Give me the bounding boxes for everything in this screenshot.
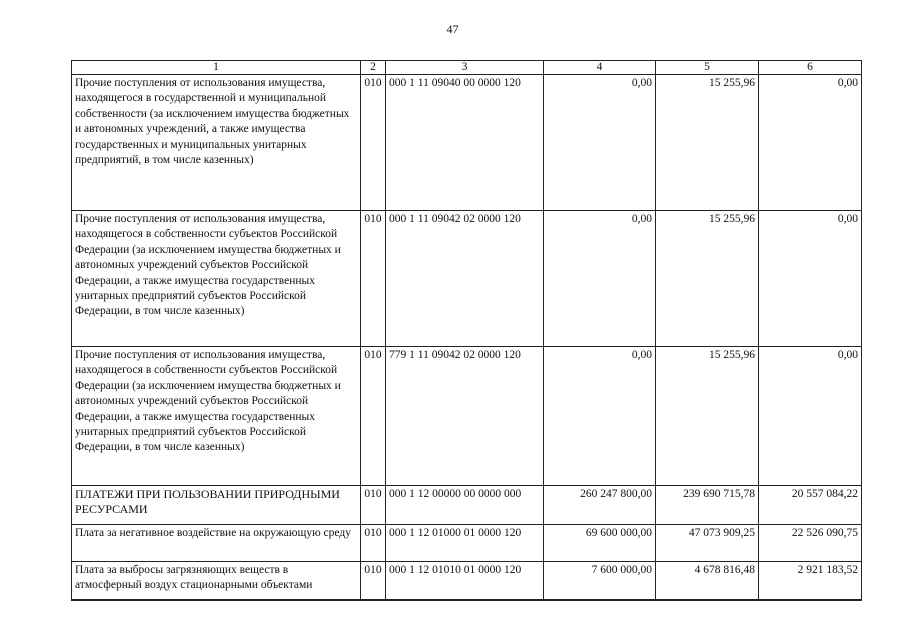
row-value-col5: 15 255,96 — [656, 347, 759, 486]
row-name: ПЛАТЕЖИ ПРИ ПОЛЬЗОВАНИИ ПРИРОДНЫМИ РЕСУРСАМИ — [72, 486, 361, 525]
column-number-row — [72, 61, 862, 75]
column-header-6: 6 — [759, 61, 862, 75]
row-value-col4: 260 247 800,00 — [544, 486, 656, 525]
page-number: 47 — [446, 22, 459, 36]
row-value-col6: 0,00 — [759, 347, 862, 486]
row-value-col6: 22 526 090,75 — [759, 525, 862, 562]
row-name: Прочие поступления от использования имущества, находящегося в собственности субъектов Российской Федерации (за исключением имущества бюджетных и автономных учреждений субъектов Российской Федерации, а также имущества государственных унитарных предприятий субъектов Российской Федерации, в том числе казенных) — [72, 211, 361, 347]
row-value-col6: 0,00 — [759, 211, 862, 347]
row-value-col4: 0,00 — [544, 75, 656, 211]
row-budget-code: 000 1 11 09040 00 0000 120 — [386, 75, 544, 211]
row-name: Плата за негативное воздействие на окружающую среду — [72, 525, 361, 562]
column-header-5: 5 — [656, 61, 759, 75]
budget-report-table — [71, 60, 862, 601]
row-value-col5: 15 255,96 — [656, 211, 759, 347]
row-value-col6: 2 921 183,52 — [759, 562, 862, 600]
row-value-col4: 7 600 000,00 — [544, 562, 656, 600]
row-line-code: 010 — [361, 347, 386, 486]
table-row — [72, 486, 862, 525]
table-row — [72, 347, 862, 486]
row-value-col4: 69 600 000,00 — [544, 525, 656, 562]
column-header-3: 3 — [386, 61, 544, 75]
row-line-code: 010 — [361, 562, 386, 600]
table-row — [72, 525, 862, 562]
row-budget-code: 000 1 11 09042 02 0000 120 — [386, 211, 544, 347]
row-budget-code: 779 1 11 09042 02 0000 120 — [386, 347, 544, 486]
row-value-col4: 0,00 — [544, 211, 656, 347]
column-header-4: 4 — [544, 61, 656, 75]
table-row — [72, 211, 862, 347]
row-budget-code: 000 1 12 01010 01 0000 120 — [386, 562, 544, 600]
row-name: Плата за выбросы загрязняющих веществ в атмосферный воздух стационарными объектами — [72, 562, 361, 600]
row-line-code: 010 — [361, 211, 386, 347]
row-value-col6: 20 557 084,22 — [759, 486, 862, 525]
row-line-code: 010 — [361, 525, 386, 562]
table-row — [72, 562, 862, 600]
row-line-code: 010 — [361, 75, 386, 211]
row-budget-code: 000 1 12 00000 00 0000 000 — [386, 486, 544, 525]
row-name: Прочие поступления от использования имущества, находящегося в собственности субъектов Российской Федерации (за исключением имущества бюджетных и автономных учреждений субъектов Российской Федерации, а также имущества государственных унитарных предприятий субъектов Российской Федерации, в том числе казенных) — [72, 347, 361, 486]
row-value-col5: 15 255,96 — [656, 75, 759, 211]
row-value-col5: 47 073 909,25 — [656, 525, 759, 562]
table-row — [72, 75, 862, 211]
row-value-col5: 239 690 715,78 — [656, 486, 759, 525]
row-name: Прочие поступления от использования имущества, находящегося в государственной и муниципальной собственности (за исключением имущества бюджетных и автономных учреждений, а также имущества государственных и муниципальных унитарных предприятий, в том числе казенных) — [72, 75, 361, 211]
row-budget-code: 000 1 12 01000 01 0000 120 — [386, 525, 544, 562]
row-line-code: 010 — [361, 486, 386, 525]
column-header-2: 2 — [361, 61, 386, 75]
row-value-col5: 4 678 816,48 — [656, 562, 759, 600]
row-value-col4: 0,00 — [544, 347, 656, 486]
row-value-col6: 0,00 — [759, 75, 862, 211]
column-header-1: 1 — [72, 61, 361, 75]
